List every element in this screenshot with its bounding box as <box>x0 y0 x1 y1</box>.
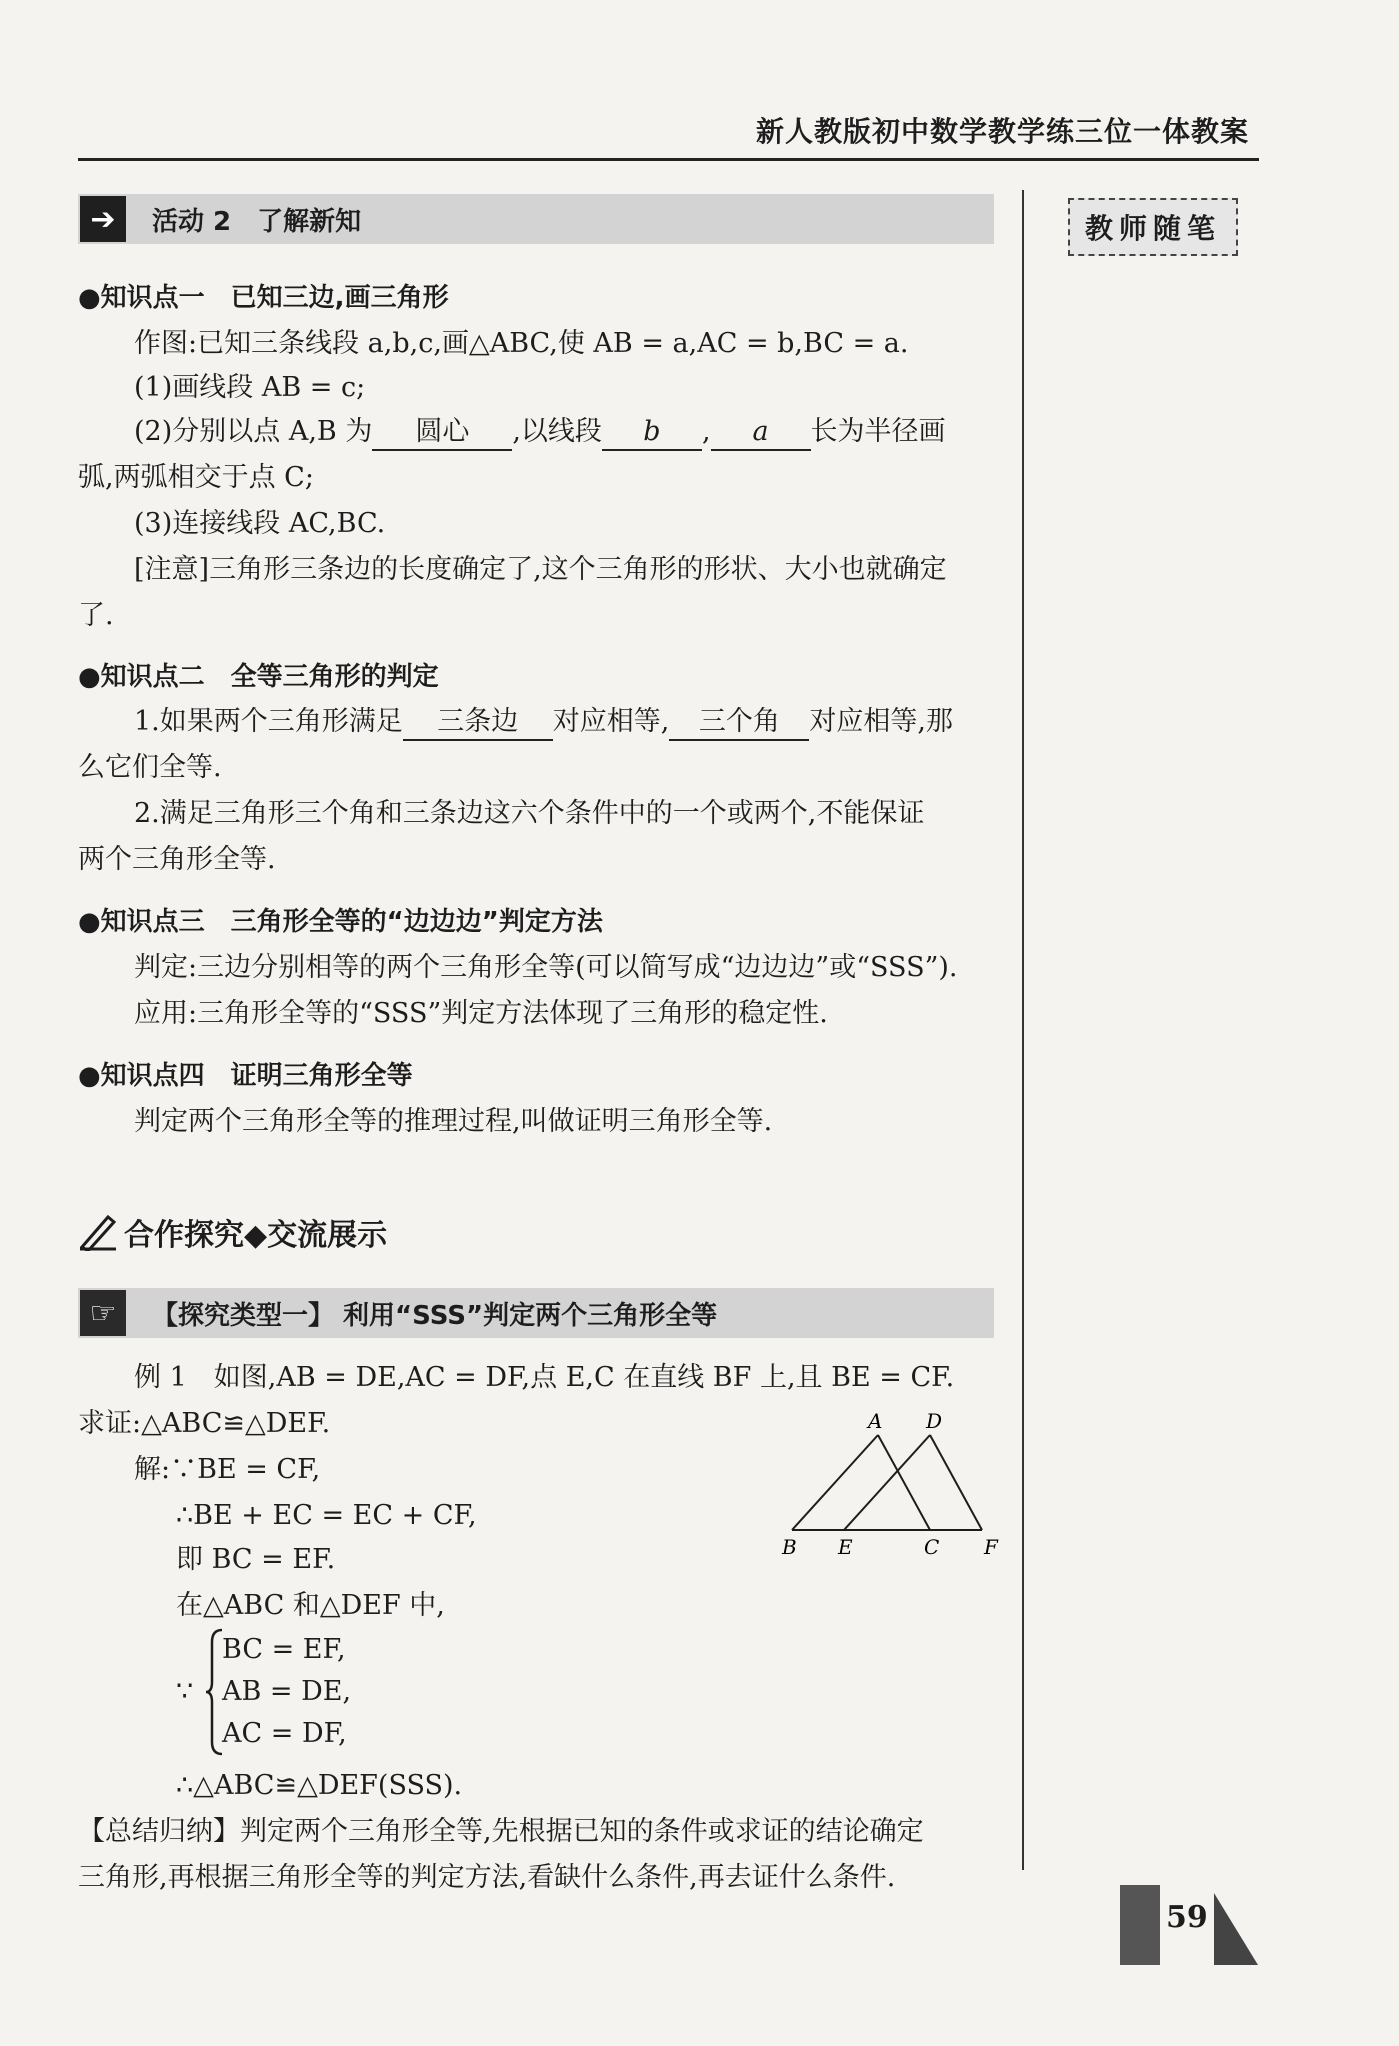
arrow-right-icon: ➔ <box>80 196 126 242</box>
explore-type-bar <box>78 1288 994 1338</box>
coop-section-title <box>78 1210 387 1254</box>
k1-line-1: 作图:已知三条线段 a,b,c,画△ABC,使 AB = a,AC = b,BC = a. <box>134 328 909 359</box>
k1-note-1: [注意]三角形三条边的长度确定了,这个三角形的形状、大小也就确定 <box>134 554 947 585</box>
page-number: 59 <box>1166 1900 1208 1935</box>
solution-conclusion: ∴△ABC≌△DEF(SSS). <box>176 1770 463 1801</box>
k1-line-3b: ,以线段 <box>512 416 602 447</box>
summary-line-2: 三角形,再根据三角形全等的判定方法,看缺什么条件,再去证什么条件. <box>78 1862 896 1893</box>
answer-blank-1: 圆心 <box>372 415 512 451</box>
k1-line-3c: , <box>701 416 711 447</box>
k2-line-1 <box>134 700 1064 744</box>
activity-2-title: 活动 2 了解新知 <box>152 206 362 237</box>
pencil-icon <box>78 1213 118 1251</box>
k1-heading: ●知识点一 已知三边,画三角形 <box>78 283 449 313</box>
explore-type-title: 【探究类型一】 利用“SSS”判定两个三角形全等 <box>152 1300 718 1331</box>
k2-line-1a: 1.如果两个三角形满足 <box>134 706 403 737</box>
teacher-notes-label: 教师随笔 <box>1068 198 1238 256</box>
vertex-a-label: A <box>868 1410 883 1433</box>
k3-heading: ●知识点三 三角形全等的“边边边”判定方法 <box>78 907 603 937</box>
vertex-f-label: F <box>984 1535 998 1559</box>
summary-line-1: 【总结归纳】判定两个三角形全等,先根据已知的条件或求证的结论确定 <box>78 1816 924 1847</box>
k1-line-2: (1)画线段 AB = c; <box>134 372 366 403</box>
header-rule <box>78 158 1259 161</box>
segment-de <box>844 1435 930 1530</box>
k1-line-5: (3)连接线段 AC,BC. <box>134 508 386 539</box>
brace-line-3: AC = DF, <box>222 1718 347 1749</box>
answer-blank-3: a <box>711 415 811 451</box>
coop-title-text: 合作探究◆交流展示 <box>124 1218 388 1253</box>
k1-line-3 <box>134 410 1064 454</box>
pointing-hand-icon: ☞ <box>80 1290 126 1336</box>
k1-note-2: 了. <box>78 600 114 631</box>
k2-line-2: 么它们全等. <box>78 752 222 783</box>
vertex-e-label: E <box>838 1535 853 1559</box>
answer-blank-4: 三条边 <box>403 705 553 741</box>
k1-line-4: 弧,两弧相交于点 C; <box>78 462 314 493</box>
page-number-block <box>1120 1885 1160 1965</box>
vertex-b-label: B <box>782 1535 797 1559</box>
segment-ab <box>792 1435 878 1530</box>
k4-heading: ●知识点四 证明三角形全等 <box>78 1061 413 1091</box>
solution-step-4: 在△ABC 和△DEF 中, <box>176 1590 445 1621</box>
brace-line-1: BC = EF, <box>222 1634 346 1665</box>
k3-line-2: 应用:三角形全等的“SSS”判定方法体现了三角形的稳定性. <box>134 998 828 1029</box>
k1-line-3d: 长为半径画 <box>810 416 946 447</box>
because-symbol: ∵ <box>176 1676 194 1707</box>
page-header-title: 新人教版初中数学教学练三位一体教案 <box>755 115 1249 148</box>
solution-step-1: 解:∵BE = CF, <box>134 1454 321 1485</box>
k3-line-1: 判定:三边分别相等的两个三角形全等(可以简写成“边边边”或“SSS”). <box>134 952 958 983</box>
brace-line-2: AB = DE, <box>222 1676 352 1707</box>
k2-heading: ●知识点二 全等三角形的判定 <box>78 662 439 692</box>
vertex-c-label: C <box>924 1535 940 1559</box>
k2-line-1b: 对应相等, <box>552 706 670 737</box>
solution-step-3: 即 BC = EF. <box>176 1544 336 1575</box>
k2-line-1c: 对应相等,那 <box>809 706 953 737</box>
solution-step-2: ∴BE + EC = EC + CF, <box>176 1500 477 1531</box>
k1-line-3a: (2)分别以点 A,B 为 <box>134 416 373 447</box>
example-1-line-1: 例 1 如图,AB = DE,AC = DF,点 E,C 在直线 BF 上,且 BE = CF. <box>134 1362 955 1393</box>
activity-2-bar <box>78 194 994 244</box>
k4-line-1: 判定两个三角形全等的推理过程,叫做证明三角形全等. <box>134 1106 773 1137</box>
example-1-line-2: 求证:△ABC≌△DEF. <box>78 1408 331 1439</box>
triangle-figure <box>780 1410 1010 1560</box>
answer-blank-5: 三个角 <box>669 705 809 741</box>
k2-line-4: 两个三角形全等. <box>78 844 276 875</box>
segment-df <box>930 1435 982 1530</box>
vertex-d-label: D <box>926 1410 943 1433</box>
page-corner-triangle-icon <box>1212 1885 1258 1965</box>
k2-line-3: 2.满足三角形三个角和三条边这六个条件中的一个或两个,不能保证 <box>134 798 925 829</box>
answer-blank-2: b <box>602 415 702 451</box>
